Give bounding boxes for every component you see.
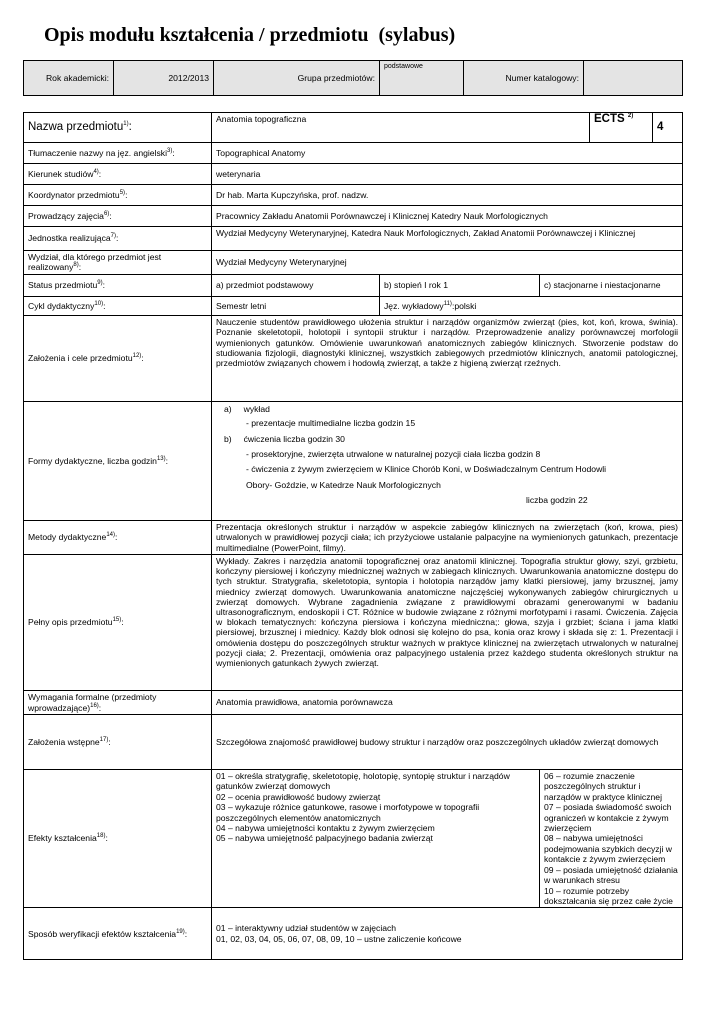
- zal-label-text: Założenia i cele przedmiotu: [28, 353, 133, 364]
- tlum-label: Tłumaczenie nazwy na jęz. angielski$^{3)}$:: [24, 143, 212, 164]
- rok-label: Rok akademicki:: [24, 61, 114, 96]
- formy-b-line: [216, 434, 678, 444]
- spos-1: 01 – interaktywny udział studentów w zajęciach: [216, 923, 397, 934]
- zalw-label-text: Założenia wstępne: [28, 736, 100, 747]
- efekty-right: [540, 770, 683, 908]
- jedn-label: Jednostka realizująca$^{7)}$:: [24, 227, 212, 251]
- syllabus-table: [23, 112, 683, 960]
- tlum-value: Topographical Anatomy: [212, 143, 683, 164]
- kier-label-text: Kierunek studiów: [28, 168, 94, 179]
- zal-label: Założenia i cele przedmiotu$^{12)}$:: [24, 315, 212, 401]
- formy-label-text: Formy dydaktyczne, liczba godzin: [28, 455, 157, 466]
- efekty-left-item: 02 – ocenia prawidłowość budowy zwierząt: [216, 791, 381, 802]
- spos-label-text: Sposób weryfikacji efektów kształcenia: [28, 928, 177, 939]
- header-table: [23, 60, 683, 96]
- formy-b4: liczba godzin 22: [526, 495, 588, 506]
- rok-value: 2012/2013: [114, 61, 214, 96]
- jedn-value: Wydział Medycyny Weterynaryjnej, Katedra Nauk Morfologicznych, Zakład Anatomii Porównawczej i Klinicznej: [212, 227, 683, 251]
- numer-label: Numer katalogowy:: [464, 61, 584, 96]
- tlum-label-text: Tłumaczenie nazwy na jęz. angielski: [28, 147, 167, 158]
- zal-sup: 12): [132, 353, 142, 360]
- wydz-value: Wydział Medycyny Weterynaryjnej: [212, 251, 683, 275]
- efekty-left-item: 04 – nabywa umiejętności kontaktu z żywym zwierzęciem: [216, 823, 435, 834]
- formy-a1: - prezentacje multimedialne liczba godzin 15: [246, 418, 416, 429]
- formy-sup: 13): [156, 455, 166, 462]
- spos-sup: 19): [176, 928, 185, 935]
- wydz-sup: 8): [73, 262, 79, 269]
- spos-2: 01, 02, 03, 04, 05, 06, 07, 08, 09, 10 – ustne zaliczenie końcowe: [216, 933, 462, 944]
- jez-sup: 11): [443, 300, 452, 307]
- formy-label: Formy dydaktyczne, liczba godzin$^{13)}$:: [24, 401, 212, 520]
- nazwa-value: Anatomia topograficzna: [212, 113, 590, 143]
- pelny-sup: 15): [112, 617, 122, 624]
- numer-value: [584, 61, 683, 96]
- spos-value: [212, 908, 683, 960]
- zalw-label: Założenia wstępne$^{17)}$:: [24, 715, 212, 770]
- jez-value: :polski: [451, 300, 477, 311]
- jez-label: Jęz. wykładowy: [384, 300, 444, 311]
- koord-label-text: Koordynator przedmiotu: [28, 189, 120, 200]
- status-sup: 9): [97, 280, 103, 287]
- zalw-value: Szczegółowa znajomość prawidłowej budowy struktur i narządów oraz poszczególnych układów zwierząt domowych: [212, 715, 683, 770]
- pelny-label-text: Pełny opis przedmiotu: [28, 617, 113, 628]
- grupa-label: Grupa przedmiotów:: [214, 61, 380, 96]
- wym-label: Wymagania formalne (przedmioty wprowadzające)$^{16)}$:: [24, 691, 212, 715]
- wydz-label-text: Wydział, dla którego przedmiot jest realizowany: [28, 252, 162, 273]
- zal-value: Nauczenie studentów prawidłowego ułożenia struktur i narządów organizmów zwierząt (pies, kot, koń, krowa, świnia). Poznanie skeletotopii, holotopii i syntopii struktur i narządów. Przeprowadzenie analizy porównawczej morfologii wymienionych gatunków. Omówienie uwarunkowań anatomicznych zabiegów klinicznych. Stworzenie podstaw do studiowania fizjologii, diagnostyki klinicznej, wszystkich zabiegowych przedmiotów klinicznych, anatomii patologicznej, przedmiotów związanych chowem i hodowlą zwierząt, a także z higieną zwierząt rzeźnych.: [212, 315, 683, 401]
- pelny-value: Wykłady. Zakres i narzędzia anatomii topograficznej oraz anatomii klinicznej. Topografia struktur głowy, szyi, grzbietu, kończyny piersiowej i kończyny miednicznej ważnych w zabiegach klinicznych. Uwarunkowania anatomiczne dostępu do tych struktur. Stratygrafia, skeletotopia, syntopia i holotopia narządów jamy klatki piersiowej, jamy brzusznej, jamy miednicy zwierząt domowych. Uwarunkowania anatomiczne najczęściej wykonywanych zabiegów chirurgicznych u zwierząt domowych. Wybrane zagadnienia związane z prawidłowymi obrazami generowanymi w badaniu ultrasonograficznym, endoskopii i CT. Różnice w budowie związane z różnymi morfotypami i rasami. Ćwiczenia. Zajęcia w blokach tematycznych: kończyna piersiowa i kończyna miedniczna;: głowa, szyja i grzbiet; ściana i jama klatki piersiowej, brzusznej i miednicy. Każdy blok odnosi się kolejno do psa, konia oraz krowy i składa się z: 1. Prezentacji i omówienia dostępu do poszczególnych struktur ważnych w praktyce klinicznej na zwierzętach utrwalonych w naturalnej pozycji ciała; 2. Prezentacji, omówienia oraz palpacyjnego ustalenia przez każdego studenta określonych struktur na wymienionych gatunkach żywych zwierząt.: [212, 555, 683, 691]
- jedn-label-text: Jednostka realizująca: [28, 233, 111, 244]
- formy-b: ćwiczenia liczba godzin 30: [243, 433, 345, 444]
- page-title: Opis modułu kształcenia / przedmiotu (sylabus): [44, 24, 456, 46]
- efekty-right-item: 10 – rozumie potrzeby dokształcania się przez całe życie: [544, 885, 673, 906]
- formy-b-mark: b): [224, 433, 232, 444]
- efekty-label: Efekty kształcenia$^{18)}$:: [24, 770, 212, 908]
- efekty-left-item: 05 – nabywa umiejętność palpacyjnego badania zwierząt: [216, 833, 433, 844]
- wym-label-text: Wymagania formalne (przedmioty wprowadzające): [28, 692, 157, 713]
- formy-b3: Obory- Goździe, w Katedrze Nauk Morfologicznych: [246, 479, 441, 490]
- efekty-sup: 18): [96, 833, 106, 840]
- koord-sup: 5): [119, 189, 126, 196]
- cykl-label-text: Cykl dydaktyczny: [28, 300, 95, 311]
- koord-label: Koordynator przedmiotu$^{5)}$:: [24, 185, 212, 206]
- kier-sup: 4): [93, 168, 99, 175]
- pelny-label: Pełny opis przedmiotu$^{15)}$:: [24, 555, 212, 691]
- wym-sup: 16): [90, 702, 99, 709]
- efekty-label-text: Efekty kształcenia: [28, 833, 97, 844]
- prow-sup: 6): [103, 210, 110, 217]
- cykl-sup: 10): [94, 300, 104, 307]
- formy-b2: - ćwiczenia z żywym zwierzęciem w Klinice Chorób Koni, w Doświadczalnym Centrum Hodowli: [246, 464, 607, 475]
- prow-label-text: Prowadzący zajęcia: [28, 210, 104, 221]
- prow-value: Pracownicy Zakładu Anatomii Porównawczej i Klinicznej Katedry Nauk Morfologicznych: [212, 206, 683, 227]
- cykl-value: Semestr letni: [212, 296, 380, 315]
- formy-a-mark: a): [224, 403, 232, 414]
- spos-label: Sposób weryfikacji efektów kształcenia$^{19)}$:: [24, 908, 212, 960]
- ects-value: 4: [653, 113, 683, 143]
- efekty-left-item: 01 – określa stratygrafię, skeletotopię, holotopię, syntopię struktur i narządów gatunków zwierząt domowych: [216, 771, 510, 792]
- jedn-sup: 7): [110, 233, 116, 240]
- kier-value: weterynaria: [212, 164, 683, 185]
- efekty-right-item: 08 – nabywa umiejętności podejmowania szybkich decyzji w kontakcie z żywym zwierzęciem: [544, 833, 673, 865]
- formy-a: wykład: [243, 403, 270, 414]
- efekty-left: [212, 770, 540, 908]
- metody-sup: 14): [106, 532, 116, 539]
- prow-label: Prowadzący zajęcia$^{6)}$:: [24, 206, 212, 227]
- wym-value: Anatomia prawidłowa, anatomia porównawcza: [212, 691, 683, 715]
- kier-label: Kierunek studiów$^{4)}$:: [24, 164, 212, 185]
- jez-cell: [380, 296, 683, 315]
- status-label-text: Status przedmiotu: [28, 280, 98, 291]
- status-c: c) stacjonarne i niestacjonarne: [540, 274, 683, 296]
- formy-b1: - prosektoryjne, zwierzęta utrwalone w naturalnej pozycji ciała liczba godzin 8: [246, 449, 541, 460]
- ects-sup: 2): [627, 113, 634, 120]
- nazwa-label: Nazwa przedmiotu$^{1)}$:: [24, 113, 212, 143]
- efekty-right-item: 07 – posiada świadomość swoich ograniczeń w kontakcie z żywym zwierzęciem: [544, 802, 672, 834]
- status-b: b) stopień I rok 1: [380, 274, 540, 296]
- metody-label: Metody dydaktyczne$^{14)}$:: [24, 520, 212, 554]
- ects-label: [590, 113, 653, 143]
- cykl-label: Cykl dydaktyczny$^{10)}$:: [24, 296, 212, 315]
- ects-label-text: ECTS: [594, 113, 625, 125]
- tlum-sup: 3): [167, 147, 173, 154]
- nazwa-sup: 1): [123, 121, 129, 128]
- zalw-sup: 17): [99, 736, 109, 743]
- metody-label-text: Metody dydaktyczne: [28, 532, 107, 543]
- efekty-right-item: 06 – rozumie znaczenie poszczególnych struktur i narządów w praktyce klinicznej: [544, 771, 662, 802]
- formy-value: [212, 401, 683, 520]
- metody-value: Prezentacja określonych struktur i narządów w aspekcie zabiegów klinicznych na zwierzętach (koń, krowa, pies) utrwalonych w prawidłowej pozycji ciała; ich przyżyciowe ustalanie palpacyjne na wymienionych gatunkach, prezentacje multimedialne (PowerPoint, filmy).: [212, 520, 683, 554]
- efekty-left-item: 03 – wykazuje różnice gatunkowe, rasowe i morfotypowe w topografii poszczególnych elementów anatomicznych: [216, 802, 480, 823]
- grupa-value: podstawowe: [380, 61, 464, 96]
- wydz-label: Wydział, dla którego przedmiot jest realizowany$^{8)}$:: [24, 251, 212, 275]
- koord-value: Dr hab. Marta Kupczyńska, prof. nadzw.: [212, 185, 683, 206]
- efekty-right-item: 09 – posiada umiejętność działania w warunkach stresu: [544, 864, 678, 886]
- status-label: Status przedmiotu$^{9)}$:: [24, 274, 212, 296]
- status-a: a) przedmiot podstawowy: [212, 274, 380, 296]
- formy-a-line: [216, 404, 678, 414]
- nazwa-label-text: Nazwa przedmiotu: [28, 121, 124, 134]
